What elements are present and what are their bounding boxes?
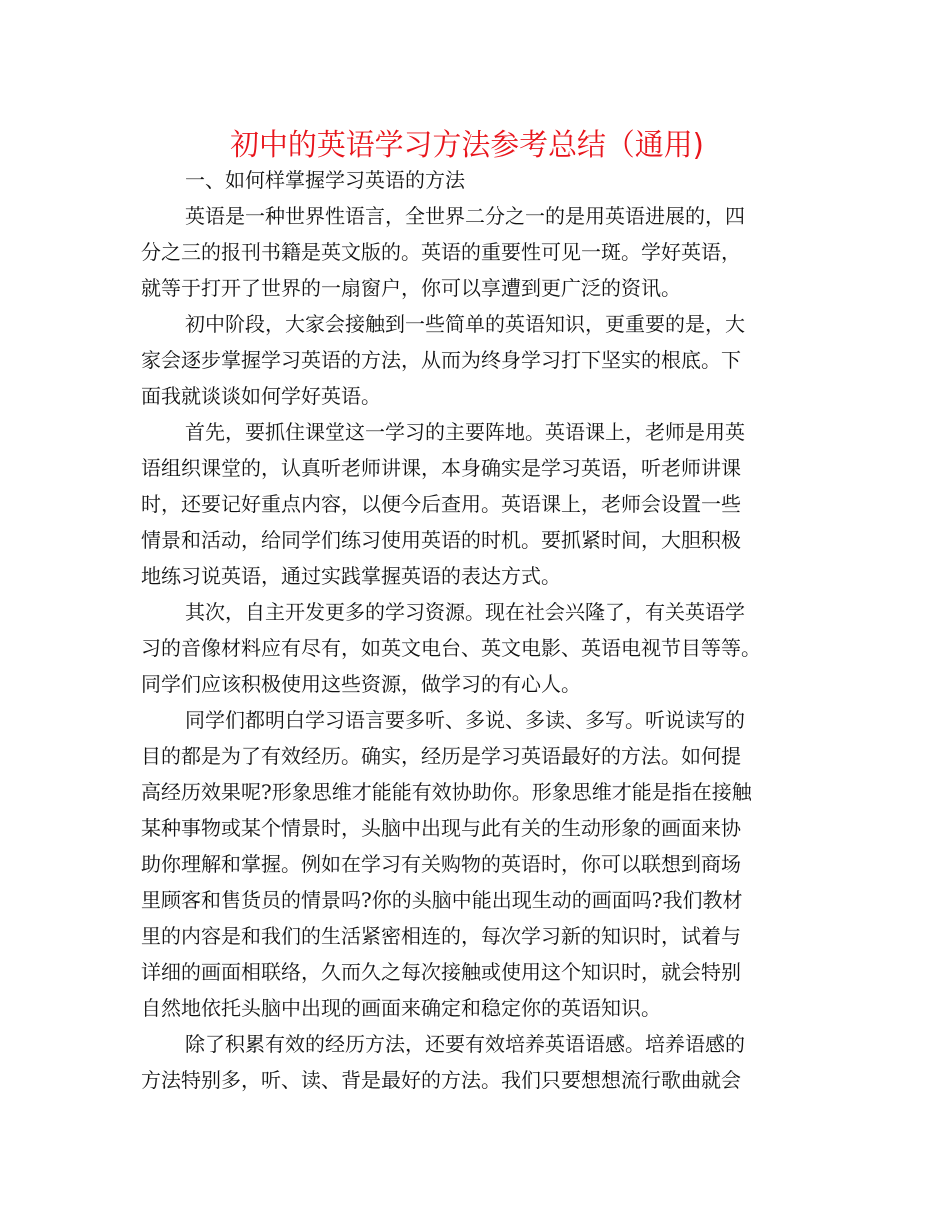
section-heading: 一、如何样掌握学习英语的方法 xyxy=(185,168,465,192)
paragraph-5-line-5: 助你理解和掌握。例如在学习有关购物的英语时，你可以联想到商场 xyxy=(141,852,741,876)
paragraph-5-line-3: 高经历效果呢?形象思维才能能有效协助你。形象思维才能是指在接触 xyxy=(141,780,752,804)
paragraph-3-line-3: 时，还要记好重点内容，以便今后查用。英语课上，老师会设置一些 xyxy=(141,492,741,516)
paragraph-5-line-2: 目的都是为了有效经历。确实，经历是学习英语最好的方法。如何提 xyxy=(141,744,741,768)
paragraph-4-line-3: 同学们应该积极使用这些资源，做学习的有心人。 xyxy=(141,672,581,696)
paragraph-3-line-2: 语组织课堂的，认真听老师讲课，本身确实是学习英语，听老师讲课 xyxy=(141,456,741,480)
paragraph-5-line-8: 详细的画面相联络，久而久之每次接触或使用这个知识时，就会特别 xyxy=(141,960,741,984)
paragraph-5-line-6: 里顾客和售货员的情景吗?你的头脑中能出现生动的画面吗?我们教材 xyxy=(141,888,743,912)
paragraph-5-line-9: 自然地依托头脑中出现的画面来确定和稳定你的英语知识。 xyxy=(141,996,661,1020)
paragraph-6-line-1: 除了积累有效的经历方法，还要有效培养英语语感。培养语感的 xyxy=(185,1032,745,1056)
paragraph-5-line-7: 里的内容是和我们的生活紧密相连的，每次学习新的知识时，试着与 xyxy=(141,924,741,948)
paragraph-5-line-4: 某种事物或某个情景时，头脑中出现与此有关的生动形象的画面来协 xyxy=(141,816,741,840)
paragraph-4-line-1: 其次，自主开发更多的学习资源。现在社会兴隆了，有关英语学 xyxy=(185,600,745,624)
paragraph-1-line-2: 分之三的报刊书籍是英文版的。英语的重要性可见一斑。学好英语， xyxy=(141,240,741,264)
paragraph-1-line-1: 英语是一种世界性语言，全世界二分之一的是用英语进展的，四 xyxy=(185,204,745,228)
paragraph-3-line-4: 情景和活动，给同学们练习使用英语的时机。要抓紧时间，大胆积极 xyxy=(141,528,741,552)
paragraph-2-line-1: 初中阶段，大家会接触到一些简单的英语知识，更重要的是，大 xyxy=(185,312,745,336)
paragraph-1-line-3: 就等于打开了世界的一扇窗户，你可以享遭到更广泛的资讯。 xyxy=(141,276,681,300)
paragraph-4-line-2: 习的音像材料应有尽有，如英文电台、英文电影、英语电视节目等等。 xyxy=(141,636,761,660)
paragraph-6-line-2: 方法特别多，听、读、背是最好的方法。我们只要想想流行歌曲就会 xyxy=(141,1068,741,1092)
paragraph-2-line-3: 面我就谈谈如何学好英语。 xyxy=(141,384,381,408)
paragraph-5-line-1: 同学们都明白学习语言要多听、多说、多读、多写。听说读写的 xyxy=(185,708,745,732)
paragraph-3-line-1: 首先，要抓住课堂这一学习的主要阵地。英语课上，老师是用英 xyxy=(185,420,745,444)
document-title: 初中的英语学习方法参考总结（通用) xyxy=(230,128,704,163)
paragraph-3-line-5: 地练习说英语，通过实践掌握英语的表达方式。 xyxy=(141,564,561,588)
paragraph-2-line-2: 家会逐步掌握学习英语的方法，从而为终身学习打下坚实的根底。下 xyxy=(141,348,741,372)
